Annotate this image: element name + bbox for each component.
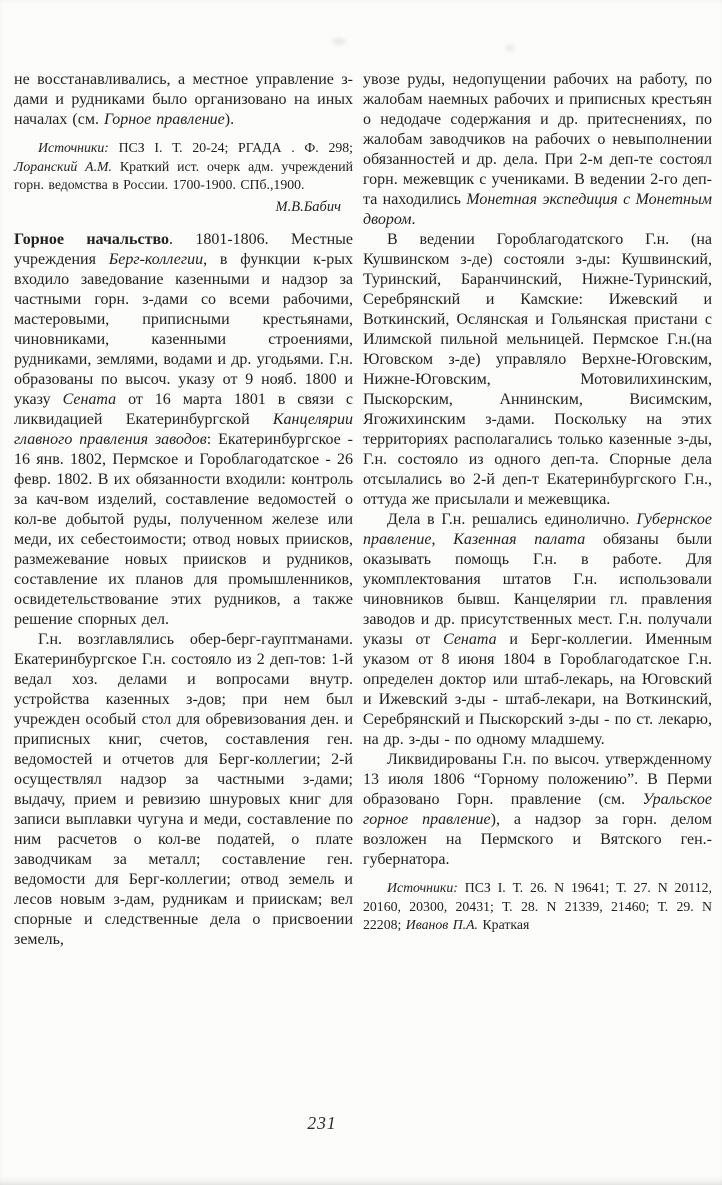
text-run: , в функции к-рых входило заведование казенными и надзор за частными горн. з-дами со всеми рабочими, мастеровыми, приписными крестьянами, чиновниками, казенными строениями, рудниками, землями, водами и др. угодьями. Г.н. образованы по высоч. указу от 9 нояб. 1800 и указу (14, 250, 353, 408)
text-run: Дела в Г.н. решались единолично. (387, 511, 637, 528)
sources-block-right (363, 879, 712, 935)
italic-text-run: Лоранский А.М. (14, 158, 112, 174)
text-run: Г.н. возглавлялись обер-берг-гауптманами. Екатеринбургское Г.н. состояло из 2 деп-тов: 1-й ведал хоз. делами и вопросами внутр. устройства казенных з-дов; при нем был учрежден особый стол для обревизования ден. и приписных книг, счетов, составления ген. ведомостей и отчетов для Берг-коллегии; 2-й осуществлял надзор за частными з-дами; выдачу, прием и ревизию шнуровых книг для записи выплавки чугуна и меди, составление по ним расчетов о кол-ве податей, о плате заводчикам за металл; составление ген. ведомости для Берг-коллегии; отвод земель и лесов новым з-дам, рудникам и приискам; вел спорные и следственные дела о присвоении земель, (14, 630, 353, 948)
entry-paragraph-departments (14, 630, 353, 950)
text-run: и Берг-коллегии. Именным указом от 8 июня 1804 в Гороблагодатское Г.н. определен доктор или штаб-лекарь, на Юговский и Ижевский з-ды - штаб-лекари, на Воткинский, Серебрянский и Пыскорский з-ды - по ст. лекарю, на др. з-ды - по одному младшему. (363, 631, 712, 748)
italic-text-run: Источники: (387, 880, 465, 895)
scan-artifact (332, 38, 346, 45)
text-run: Краткий ист. очерк адм. учреждений горн. ведомства в России. 1700-1900. СПб.,1900. (14, 158, 353, 192)
paragraph-likvidirovany (363, 750, 712, 870)
italic-text-run: Горное правление (103, 111, 225, 128)
text-run: ). (224, 111, 235, 128)
text-columns (14, 70, 712, 950)
italic-text-run: Монетная экспедиция с Монетным двором (363, 191, 713, 228)
continuation-paragraph-right (363, 70, 712, 230)
scan-artifact (505, 45, 515, 51)
paragraph-dela-edinolichno (363, 510, 712, 750)
entry-term: Горное начальство (14, 230, 169, 248)
left-column (14, 70, 353, 950)
author-signature (14, 198, 353, 217)
italic-text-run: Казенная палата (453, 531, 586, 548)
paragraph-goroblagodatskoye (363, 230, 712, 510)
text-run: , (431, 531, 454, 548)
page-number: 231 (307, 1113, 337, 1133)
text-run: от 16 марта 1801 в связи с ликвидацией Екатеринбургской (14, 390, 353, 428)
text-run: не восстанавливались, а местное управление з-дами и рудниками было организовано на иных началах (см. (14, 71, 353, 128)
italic-text-run: М.В.Бабич (275, 198, 341, 215)
italic-text-run: Сената (443, 631, 497, 648)
italic-text-run: Губернское правление (363, 511, 712, 548)
entry-gornoye-nachalstvo (14, 230, 353, 630)
italic-text-run: Источники: (38, 140, 119, 155)
text-run: ПСЗ I. Т. 20-24; РГАДА . Ф. 298; (118, 140, 353, 155)
italic-text-run: Сената (62, 390, 117, 408)
text-run: : Екатеринбургское - 16 янв. 1802, Пермское и Гороблагодатское - 26 февр. 1802. В их обязанности входили: контроль за кач-вом изделий, составление ведомостей о кол-ве добытой руды, полученном железе или меди, их себестоимости; отвод новых приисков, размежевание новых приисков и рудников, составление их планов для промышленников, освидетельствование этих рудников, а также решение спорных дел. (14, 430, 353, 628)
text-run: увозе руды, недопущении рабочих на работу, по жалобам наемных рабочих и приписных крестьян о недодаче содержания и др. притеснениях, по жалобам заводчиков на рабочих о невыполнении обязанностей и др. дела. При 2-м деп-те состоял горн. межевщик с учениками. В ведении 2-го деп-та находились (363, 71, 712, 208)
text-run: Краткая (478, 917, 530, 932)
sources-block-left (14, 139, 353, 195)
text-run: Ликвидированы Г.н. по высоч. утвержденному 13 июля 1806 “Горному положению”. В Перми образовано Горн. правление (см. (363, 751, 712, 808)
continuation-paragraph (14, 70, 353, 130)
right-column (363, 70, 712, 950)
text-run: ПСЗ I. Т. 26. N 19641; Т. 27. N 20112, 20160, 20300, 20431; Т. 28. N 21339, 21460; Т. 29. N 22208; (363, 880, 712, 932)
italic-text-run: Иванов П.А. (405, 917, 479, 932)
text-run: . (411, 211, 416, 228)
text-run: В ведении Гороблагодатского Г.н. (на Кушвинском з-де) состояли з-ды: Кушвинский, Туринский, Баранчинский, Нижне-Туринский, Серебрянский и Камские: Ижевский и Воткинский, Ослянская и Гольянская пристани с Илимской пильной мельницей. Пермское Г.н.(на Юговском з-де) управляло Верхне-Юговским, Нижне-Юговским, Мотовилихинским, Пыскорским, Аннинским, Висимским, Ягожихинским з-дами. Поскольку на этих территориях располагались только казенные з-ды, Г.н. состояло из одного деп-та. Спорные дела отсылались во 2-й деп-т Екатеринбургского Г.н., оттуда же присылали и межевщика. (363, 231, 712, 508)
italic-text-run: Канцелярии главного правления заводов (14, 410, 353, 448)
text-run: обязаны были оказывать помощь Г.н. в работе. Для укомплектования штатов Г.н. использовали чиновников бывш. Канцелярии гл. правления заводов и др. присутственных мест. Г.н. получали указы от (363, 531, 712, 648)
text-run: . 1801-1806. Местные учреждения (14, 230, 353, 268)
text-run: ), а надзор за горн. делом возложен на Пермского и Вятского ген.-губернатора. (363, 811, 712, 868)
italic-text-run: Берг-коллегии (108, 250, 204, 268)
italic-text-run: Уральское горное правление (363, 791, 712, 828)
